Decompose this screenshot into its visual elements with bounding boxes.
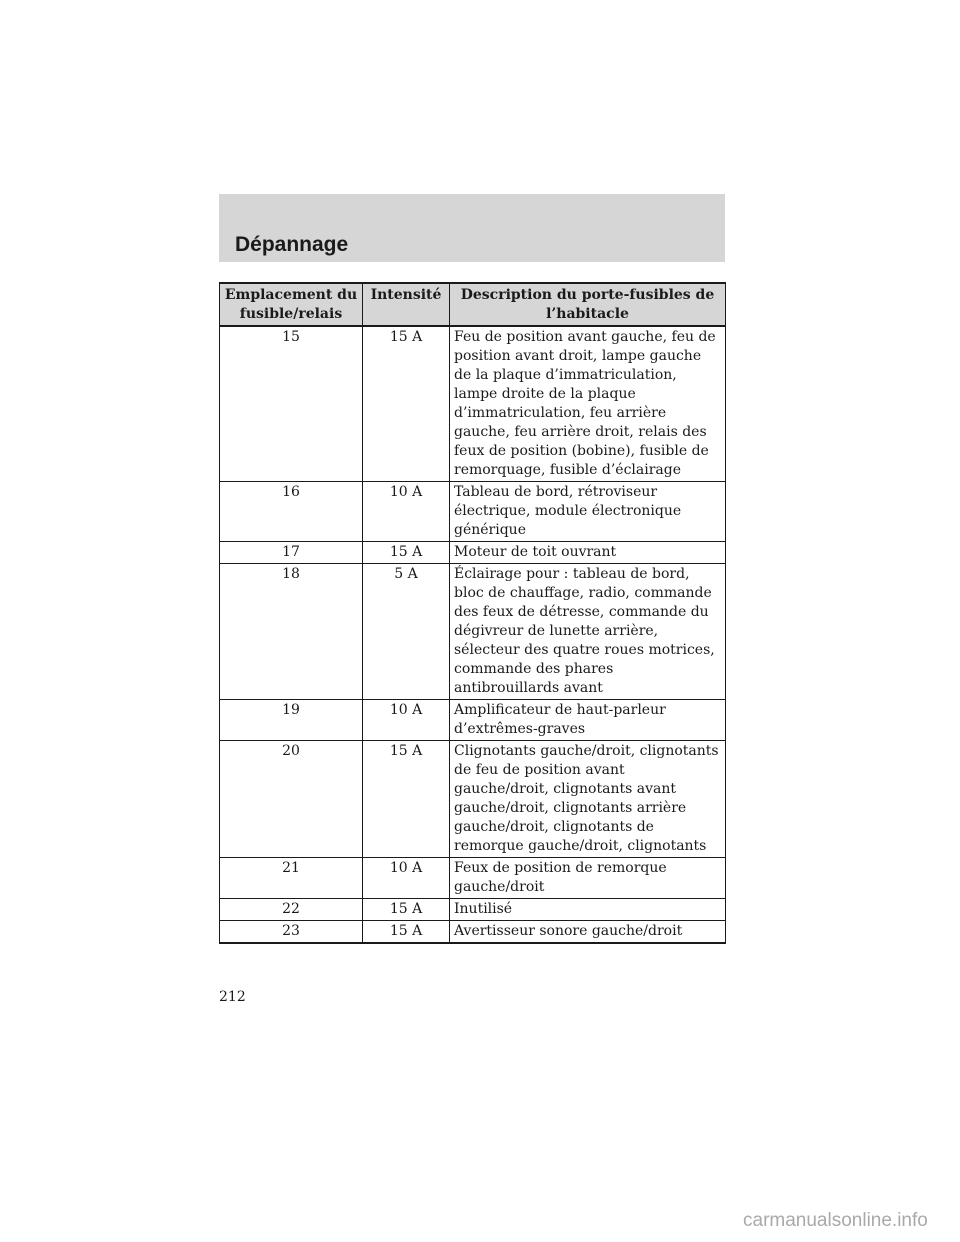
section-title: Dépannage	[235, 233, 349, 256]
fuse-location: 23	[220, 921, 363, 944]
table-row	[220, 899, 726, 921]
fuse-location: 16	[220, 482, 363, 542]
table-row	[220, 858, 726, 899]
fuse-location: 20	[220, 741, 363, 858]
header-amperage: Intensité	[363, 283, 450, 326]
fuse-amperage: 5 A	[363, 564, 450, 700]
page-number: 212	[219, 989, 246, 1005]
fuse-description: Feux de position de remorque gauche/droit	[450, 858, 726, 899]
table-row	[220, 326, 726, 482]
table-row	[220, 564, 726, 700]
fuse-amperage: 15 A	[363, 899, 450, 921]
fuse-description: Amplificateur de haut-parleur d’extrêmes-graves	[450, 700, 726, 741]
table-row	[220, 482, 726, 542]
table-row	[220, 700, 726, 741]
table-row	[220, 921, 726, 944]
fuse-amperage: 10 A	[363, 482, 450, 542]
fuse-amperage: 15 A	[363, 326, 450, 482]
fuse-amperage: 10 A	[363, 858, 450, 899]
table-row	[220, 741, 726, 858]
fuse-location: 15	[220, 326, 363, 482]
fuse-description: Moteur de toit ouvrant	[450, 542, 726, 564]
watermark-text: carmanualsonline.info	[743, 1210, 928, 1231]
section-header-band	[219, 194, 725, 262]
fuse-location: 21	[220, 858, 363, 899]
fuse-amperage: 10 A	[363, 700, 450, 741]
fuse-description: Inutilisé	[450, 899, 726, 921]
table-header-row	[220, 283, 726, 326]
fuse-amperage: 15 A	[363, 921, 450, 944]
fuse-location: 22	[220, 899, 363, 921]
header-location: Emplacement du fusible/relais	[220, 283, 363, 326]
table-row	[220, 542, 726, 564]
fuse-amperage: 15 A	[363, 741, 450, 858]
fuse-amperage: 15 A	[363, 542, 450, 564]
fuse-location: 17	[220, 542, 363, 564]
fuse-description: Éclairage pour : tableau de bord, bloc de chauffage, radio, commande des feux de détresse, commande du dégivreur de lunette arrière, sélecteur des quatre roues motrices, commande des phares antibrouillards avant	[450, 564, 726, 700]
fuse-location: 19	[220, 700, 363, 741]
fuse-description: Clignotants gauche/droit, clignotants de feu de position avant gauche/droit, clignotants avant gauche/droit, clignotants arrière gauche/droit, clignotants de remorque gauche/droit, clignotants	[450, 741, 726, 858]
fuse-description: Tableau de bord, rétroviseur électrique, module électronique générique	[450, 482, 726, 542]
fuse-location: 18	[220, 564, 363, 700]
fuse-description: Feu de position avant gauche, feu de position avant droit, lampe gauche de la plaque d’immatriculation, lampe droite de la plaque d’immatriculation, feu arrière gauche, feu arrière droit, relais des feux de position (bobine), fusible de remorquage, fusible d’éclairage	[450, 326, 726, 482]
header-description: Description du porte-fusibles de l’habitacle	[450, 283, 726, 326]
fuse-table	[219, 282, 726, 944]
fuse-description: Avertisseur sonore gauche/droit	[450, 921, 726, 944]
